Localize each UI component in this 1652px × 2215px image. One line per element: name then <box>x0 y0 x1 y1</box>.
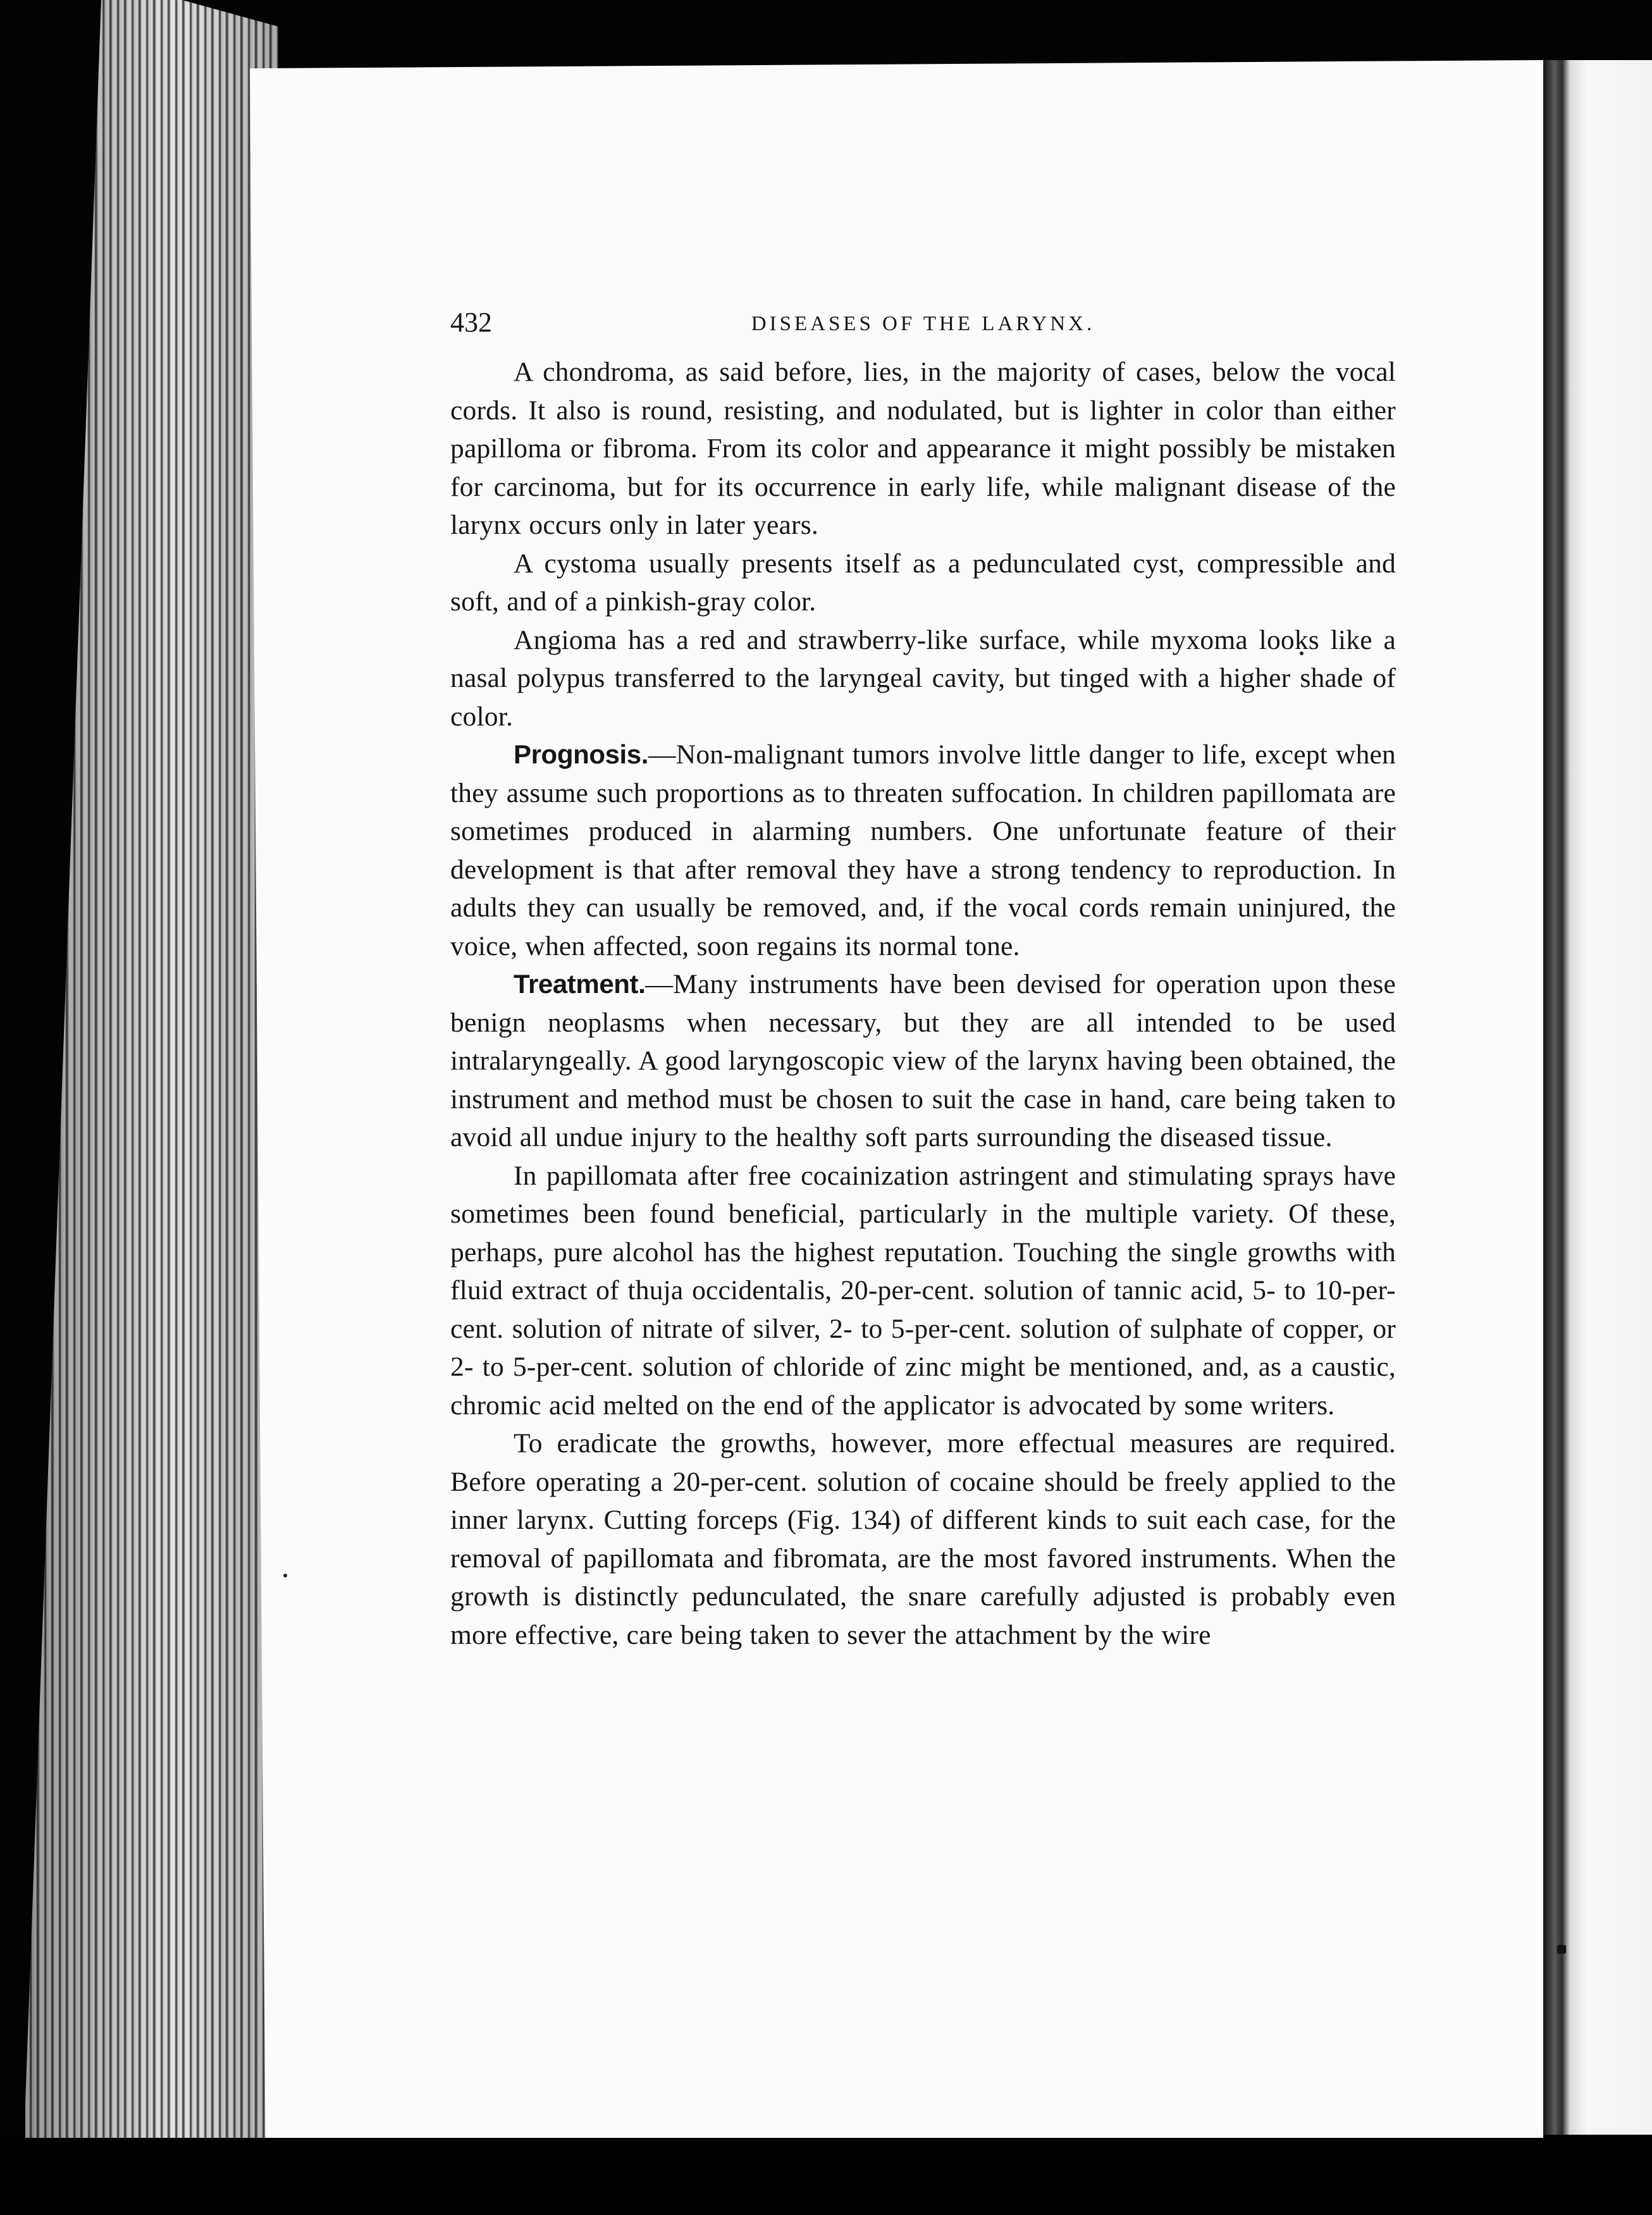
page-edges-shadow <box>25 0 278 2215</box>
paragraph-eradicate <box>450 1424 1396 1654</box>
facing-page-mark <box>1557 1945 1566 1954</box>
page-header <box>450 302 1396 347</box>
paragraph-prognosis <box>450 736 1396 965</box>
paragraph-treatment <box>450 965 1396 1157</box>
running-head: DISEASES OF THE LARYNX. <box>751 312 1095 335</box>
print-speck <box>283 1574 287 1577</box>
paragraph-text: A chondroma, as said before, lies, in the majority of cases, below the vocal cords. It also is round, resisting, and nodulated, but is lighter in color than either papilloma or fibroma. From its color and appearance it might possibly be mistaken for carcinoma, but for its occurrence in early life, while malignant disease of the larynx occurs only in later years. <box>450 357 1396 540</box>
page-number: 432 <box>450 307 492 338</box>
paragraph-text: —Many instruments have been devised for operation upon these benign neoplasms when necessary, but they are all intended to be used intralaryngeally. A good laryngoscopic view of the larynx having been obtained, the instrument and method must be chosen to suit the case in hand, care being taken to avoid all undue injury to the healthy soft parts surrounding the diseased tissue. <box>450 969 1396 1152</box>
paragraph-text: To eradicate the growths, however, more effectual measures are required. Before operating a 20-per-cent. solution of cocaine should be freely applied to the inner larynx. Cutting forceps (Fig. 134) of different kinds to suit each case, for the removal of papillomata and fibromata, are the most favored instruments. When the growth is distinctly pedunculated, the snare carefully adjusted is probably even more effective, care being taken to sever the attachment by the wire <box>450 1428 1396 1650</box>
section-heading-treatment: Treatment. <box>514 969 646 999</box>
section-heading-prognosis: Prognosis. <box>514 739 649 769</box>
paragraph-angioma <box>450 621 1396 736</box>
paragraph-papillomata <box>450 1157 1396 1425</box>
page-text-block <box>450 302 1396 1654</box>
paragraph-text: In papillomata after free cocainization astringent and stimulating sprays have sometimes been found beneficial, particularly in the multiple variety. Of these, perhaps, pure alcohol has the highest reputation. Touching the single growths with fluid extract of thuja occidentalis, 20-per-cent. solution of tannic acid, 5- to 10-per-cent. solution of nitrate of silver, 2- to 5-per-cent. solution of sulphate of copper, or 2- to 5-per-cent. solution of chloride of zinc might be mentioned, and, as a caustic, chromic acid melted on the end of the applicator is advocated by some writers. <box>450 1160 1396 1421</box>
facing-page-edge <box>1543 60 1652 2135</box>
paragraph-text: A cystoma usually presents itself as a pedunculated cyst, compressible and soft, and of a pinkish-gray color. <box>450 548 1396 617</box>
paragraph-chondroma <box>450 353 1396 545</box>
paragraph-text: —Non-malignant tumors involve little danger to life, except when they assume such proportions as to threaten suffocation. In children papillomata are sometimes produced in alarming numbers. One unfortunate feature of their development is that after removal they have a strong tendency to reproduction. In adults they can usually be removed, and, if the vocal cords remain uninjured, the voice, when affected, soon regains its normal tone. <box>450 739 1396 961</box>
paragraph-text: Angioma has a red and strawberry-like surface, while myxoma looks like a nasal polypus transferred to the laryngeal cavity, but tinged with a higher shade of color. <box>450 624 1396 732</box>
scan-bottom-border <box>0 2138 1652 2215</box>
paragraph-cystoma <box>450 545 1396 621</box>
